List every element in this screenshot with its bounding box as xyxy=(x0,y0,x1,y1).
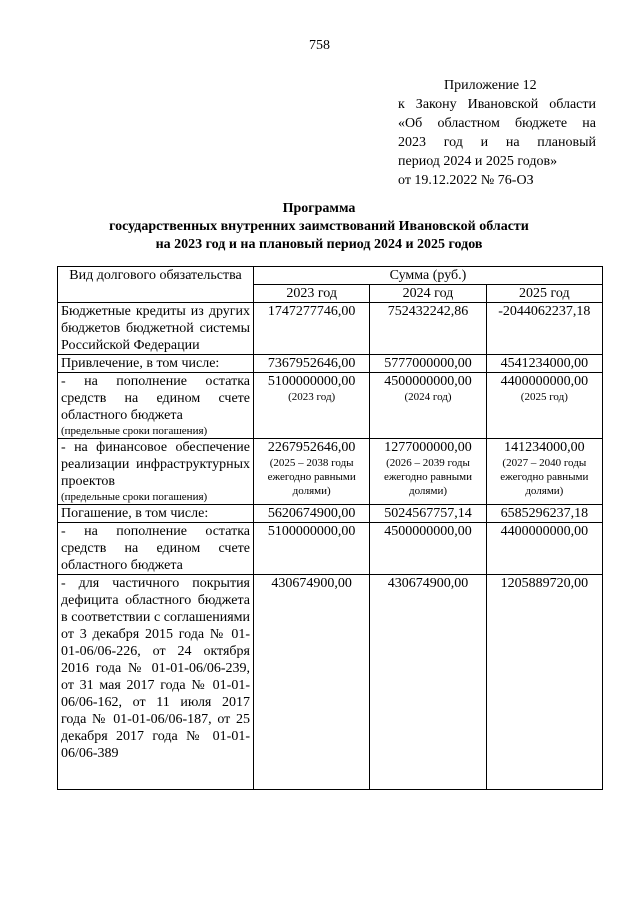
col-header-year: 2024 год xyxy=(370,285,486,303)
row-value: 141234000,00 xyxy=(504,440,585,455)
row-value-cell xyxy=(254,373,370,439)
table-row xyxy=(58,523,603,575)
table-row xyxy=(58,575,603,790)
row-value-cell xyxy=(486,373,602,439)
row-term: (2023 год) xyxy=(288,391,336,403)
row-value: 7367952646,00 xyxy=(254,355,370,373)
row-value-cell xyxy=(370,439,486,505)
row-value: 4400000000,00 xyxy=(486,523,602,575)
program-heading xyxy=(60,200,578,254)
row-value: 5100000000,00 xyxy=(254,523,370,575)
row-note: (предельные сроки погашения) xyxy=(61,425,208,437)
borrowing-table xyxy=(57,266,603,790)
table-row xyxy=(58,439,603,505)
row-value: 752432242,86 xyxy=(370,303,486,355)
row-label: - на пополнение остатка средств на едином счете областного бюджета (предельные сроки погашения) xyxy=(58,373,254,439)
col-header-year: 2023 год xyxy=(254,285,370,303)
table-header-row xyxy=(58,267,603,285)
row-value: 6585296237,18 xyxy=(486,505,602,523)
row-value: 1205889720,00 xyxy=(486,575,602,790)
row-value-cell xyxy=(254,439,370,505)
row-label: Бюджетные кредиты из других бюджетов бюджетной системы Российской Федерации xyxy=(58,303,254,355)
row-note: (предельные сроки погашения) xyxy=(61,491,208,503)
col-header-type: Вид долгового обязательства xyxy=(58,267,254,303)
col-header-sum: Сумма (руб.) xyxy=(254,267,603,285)
row-label: - на пополнение остатка средств на едином счете областного бюджета xyxy=(58,523,254,575)
appendix-title: Приложение 12 xyxy=(444,78,537,93)
table-row xyxy=(58,505,603,523)
table-row xyxy=(58,303,603,355)
appendix-line: к Закону Ивановской области xyxy=(398,97,596,112)
appendix-block xyxy=(398,76,596,190)
row-value: 1277000000,00 xyxy=(384,440,472,455)
row-term: (2024 год) xyxy=(404,391,452,403)
col-header-year: 2025 год xyxy=(486,285,602,303)
row-value: 4500000000,00 xyxy=(384,374,472,389)
heading-line: на 2023 год и на плановый период 2024 и 2025 годов xyxy=(155,237,483,252)
row-value: 4400000000,00 xyxy=(500,374,589,389)
row-value: 1747277746,00 xyxy=(254,303,370,355)
heading-line: Программа xyxy=(282,201,356,216)
appendix-line: 2023 год и на плановый xyxy=(398,135,596,150)
page-number: 758 xyxy=(309,38,330,53)
row-label: Погашение, в том числе: xyxy=(58,505,254,523)
row-label: Привлечение, в том числе: xyxy=(58,355,254,373)
row-value-cell xyxy=(370,373,486,439)
row-value: 5100000000,00 xyxy=(267,374,356,389)
row-value: 2267952646,00 xyxy=(267,440,356,455)
row-value: -2044062237,18 xyxy=(486,303,602,355)
row-value: 430674900,00 xyxy=(254,575,370,790)
row-value: 5620674900,00 xyxy=(254,505,370,523)
row-value: 5777000000,00 xyxy=(370,355,486,373)
row-value: 4541234000,00 xyxy=(486,355,602,373)
row-value: 4500000000,00 xyxy=(370,523,486,575)
appendix-line: от 19.12.2022 № 76-ОЗ xyxy=(398,173,534,188)
heading-line: государственных внутренних заимствований Ивановской области xyxy=(109,219,529,234)
row-value: 430674900,00 xyxy=(370,575,486,790)
table-row xyxy=(58,373,603,439)
table-row xyxy=(58,355,603,373)
row-term: (2027 – 2040 годы ежегодно равными долями) xyxy=(500,457,589,497)
row-term: (2025 год) xyxy=(520,391,568,403)
row-term: (2025 – 2038 годы ежегодно равными долями) xyxy=(267,457,356,497)
row-value: 5024567757,14 xyxy=(370,505,486,523)
row-value-cell xyxy=(486,439,602,505)
row-term: (2026 – 2039 годы ежегодно равными долями) xyxy=(383,457,473,497)
appendix-line: период 2024 и 2025 годов» xyxy=(398,154,558,169)
appendix-line: «Об областном бюджете на xyxy=(398,116,596,131)
row-label: - для частичного покрытия дефицита областного бюджета в соответствии с соглашениями от 3 декабря 2015 года № 01-01-06/06-226, от 24 октября 2016 года № 01-01-06/06-239, от 31 мая 2017 года № 01-01-06/06-162, от 11 июля 2017 года № 01-01-06/06-187, от 25 декабря 2017 года № 01-01-06/06-389 xyxy=(58,575,254,790)
row-label: - на финансовое обеспечение реализации инфраструктурных проектов (предельные сроки погашения) xyxy=(58,439,254,505)
